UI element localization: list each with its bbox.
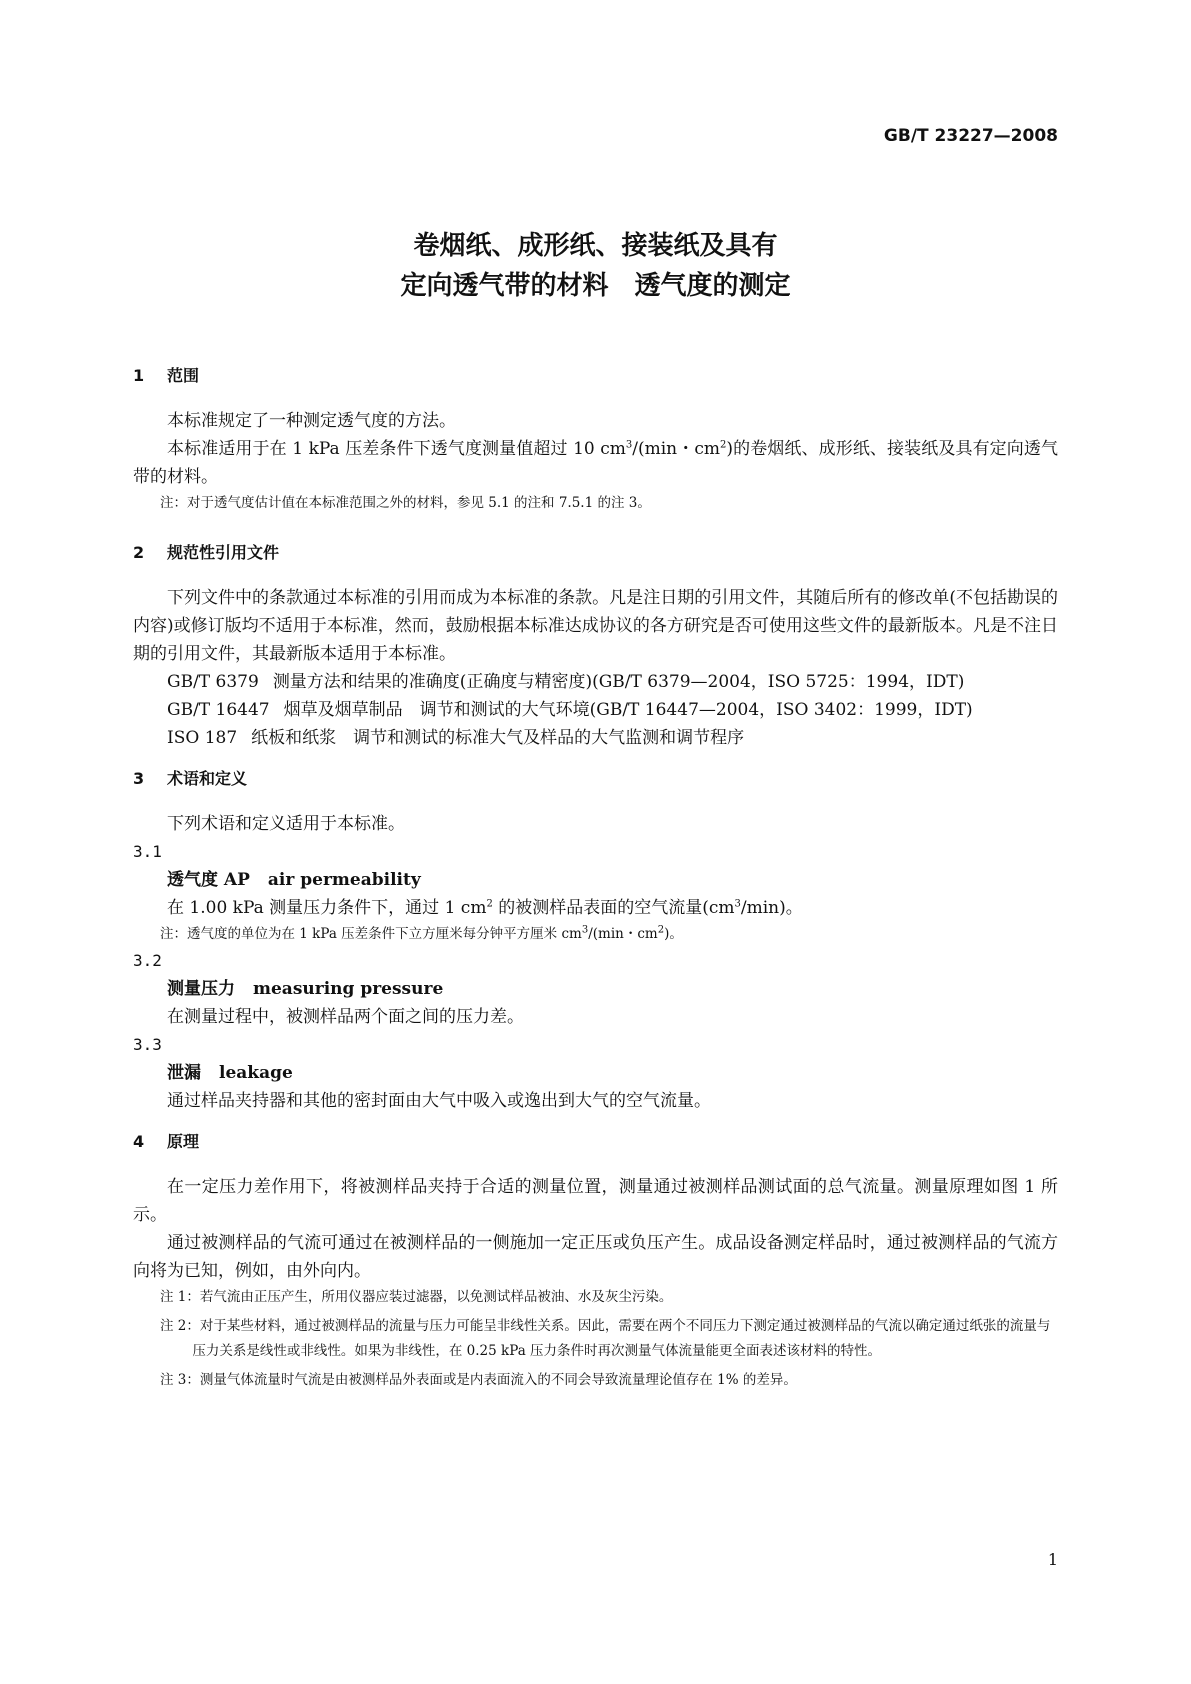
term-number: 3.2 bbox=[133, 951, 162, 970]
term-name: 泄漏 leakage bbox=[167, 1063, 293, 1083]
standard-code: GB/T 23227—2008 bbox=[883, 126, 1058, 146]
note: 注：对于透气度估计值在本标准范围之外的材料，参见 5.1 的注和 7.5.1 的注 3。 bbox=[160, 495, 651, 511]
page-number: 1 bbox=[1047, 1550, 1058, 1569]
document-body bbox=[133, 363, 1058, 1403]
document-title bbox=[0, 226, 1191, 306]
section-1-heading: 1 范围 bbox=[133, 366, 200, 385]
note: 注：透气度的单位为在 1 kPa 压差条件下立方厘米每分钟平方厘米 $cm^3/(\min$・$cm^2$)。 bbox=[160, 924, 683, 942]
paragraph: 在一定压力差作用下，将被测样品夹持于合适的测量位置，测量通过被测样品测试面的总气流量。测量原理如图 1 所示。 bbox=[133, 1177, 1058, 1225]
term-number: 3.1 bbox=[133, 842, 162, 861]
term-definition: 在 1.00 kPa 测量压力条件下，通过 1 $cm^2$ 的被测样品表面的空气流量$(cm^3/\min)$。 bbox=[167, 898, 803, 918]
term-name: 测量压力 measuring pressure bbox=[167, 979, 444, 999]
reference-item: ISO 187 纸板和纸浆 调节和测试的标准大气及样品的大气监测和调节程序 bbox=[167, 728, 745, 748]
note: 注 1：若气流由正压产生，所用仪器应装过滤器，以免测试样品被油、水及灰尘污染。 bbox=[160, 1289, 673, 1305]
term-definition: 通过样品夹持器和其他的密封面由大气中吸入或逸出到大气的空气流量。 bbox=[167, 1091, 711, 1111]
paragraph: 通过被测样品的气流可通过在被测样品的一侧施加一定正压或负压产生。成品设备测定样品时，通过被测样品的气流方向将为已知，例如，由外向内。 bbox=[133, 1233, 1058, 1281]
reference-item: GB/T 16447 烟草及烟草制品 调节和测试的大气环境(GB/T 16447—2004，ISO 3402：1999，IDT) bbox=[167, 700, 973, 720]
note: 注 3：测量气体流量时气流是由被测样品外表面或是内表面流入的不同会导致流量理论值存在 1% 的差异。 bbox=[160, 1372, 797, 1388]
note: 注 2：对于某些材料，通过被测样品的流量与压力可能呈非线性关系。因此，需要在两个不同压力下测定通过被测样品的气流以确定通过纸张的流量与压力关系是线性或非线性。如果为非线性，在 0.25 kPa 压力条件时再次测量气体流量能更全面表述该材料的特性。 bbox=[160, 1318, 1051, 1359]
term-definition: 在测量过程中，被测样品两个面之间的压力差。 bbox=[167, 1007, 524, 1027]
title-line-2: 定向透气带的材料 透气度的测定 bbox=[400, 271, 791, 301]
title-line-1: 卷烟纸、成形纸、接装纸及具有 bbox=[413, 231, 778, 261]
section-3-heading: 3 术语和定义 bbox=[133, 769, 248, 788]
term-name: 透气度 AP air permeability bbox=[167, 870, 421, 890]
paragraph: 下列术语和定义适用于本标准。 bbox=[167, 814, 405, 834]
section-2-heading: 2 规范性引用文件 bbox=[133, 543, 280, 562]
paragraph: 本标准规定了一种测定透气度的方法。 bbox=[167, 411, 456, 431]
term-number: 3.3 bbox=[133, 1035, 162, 1054]
section-4-heading: 4 原理 bbox=[133, 1132, 200, 1151]
paragraph: 本标准适用于在 1 kPa 压差条件下透气度测量值超过 10 $cm^3/(\min$・$cm^2$)的卷烟纸、成形纸、接装纸及具有定向透气带的材料。 bbox=[133, 439, 1058, 487]
paragraph: 下列文件中的条款通过本标准的引用而成为本标准的条款。凡是注日期的引用文件，其随后所有的修改单(不包括勘误的内容)或修订版均不适用于本标准，然而，鼓励根据本标准达成协议的各方研究是否可使用这些文件的最新版本。凡是不注日期的引用文件，其最新版本适用于本标准。 bbox=[133, 588, 1058, 664]
reference-item: GB/T 6379 测量方法和结果的准确度(正确度与精密度)(GB/T 6379—2004，ISO 5725：1994，IDT) bbox=[167, 672, 965, 692]
